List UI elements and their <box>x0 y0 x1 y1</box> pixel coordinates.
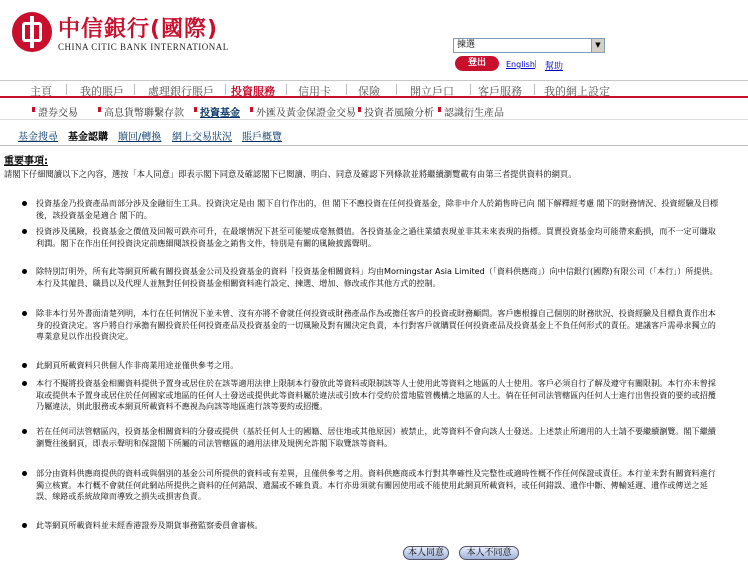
help-link[interactable]: 幫助 <box>545 62 564 72</box>
chevron-down-icon[interactable]: ▼ <box>591 39 604 52</box>
main-nav-my-settings[interactable]: 我的網上設定 <box>544 85 610 98</box>
main-nav-customer-service[interactable]: 客戶服務 <box>478 85 522 98</box>
main-nav <box>0 80 748 98</box>
main-nav-credit-card[interactable]: 信用卡 <box>298 85 331 98</box>
list-item: 部分由資料供應商提供的資料或與個別的基金公司所提供的資料或有差異，且僅供參考之用。資料供應商或本行對其準確性及完整性或適時性概不作任何保證或責任。本行並未對有關資料進行獨立核實。本行概不會就任何此網站所提供之資料的任何錯誤、遺漏或不確負責。本行亦毋須就有關因使用或不能使用此網頁所載資料，或任何錯誤、遺作中斷、傳輸延遲、遺作或傳送之延誤、線路或系統故障而導致之損失或損害負責。 <box>22 468 722 503</box>
list-item: 投資基金乃投資產品而部分涉及金融衍生工具。投資決定是由 閣下自行作出的，但 閣下不應投資在任何投資基金，除非中介人於銷售時已向 閣下解釋經考慮 閣下的財務情況、投資經驗及目標後，該投資基金是適合 閣下的。 <box>22 198 722 221</box>
list-item: 本行不擬將投資基金相關資料提供予置身或居住於在該等適用法律上限制本行發放此等資料或限制該等人士使用此等資料之地區的人士使用。客戶必須自行了解及遵守有關限制。本行亦未曾採取或提供本予置身或居住於任何國家或地區的任何人士發送或提供此等資料屬於違法或引致本行受約於當地監管機構之地區的人士。倘在任何司法管轄區內任何人士進行出售投資的要約或招攬乃屬違法，則此服務或本網頁所載資料不應視為向該等地區進行該等要約或招攬。 <box>22 378 722 413</box>
main-nav-bank-accounts[interactable]: 處理銀行賬戶 <box>148 85 214 98</box>
page-title: 重要事項: <box>4 156 48 167</box>
brand-name-cn: 中信銀行(國際) <box>58 17 219 42</box>
sub-nav-derivatives[interactable]: 認識衍生產品 <box>444 108 504 119</box>
sub-nav-risk-analysis[interactable]: 投資者風險分析 <box>364 108 434 119</box>
list-item: 投資涉及風險，投資基金之價值及回報可跌亦可升，在最壞情況下甚至可能變成毫無價值。各投資基金之過往業績表現並非其未來表現的指標。買賣投資基金均可能帶來虧損，而不一定可賺取利潤。閣下在作出任何投資決定前應細閱該投資基金之銷售文件，特別是有關的風險披露聲明。 <box>22 226 722 249</box>
logout-button[interactable]: 登出 <box>455 56 499 71</box>
main-nav-insurance[interactable]: 保險 <box>358 85 380 98</box>
list-item: 除特別訂明外，所有此等網頁所載有關投資基金公司及投資基金的資料「投資基金相關資料」均由Morningstar Asia Limited（「資料供應商」）向中信銀行(國際)有限公司（「本行」）所提供。本行及其僱員、職員以及代理人並無對任何投資基金相關資料進行設定、揀選、增加、修改或作其他方式的控制。 <box>22 266 722 289</box>
citic-logo-icon[interactable] <box>12 12 52 52</box>
sub-nav-investment-funds[interactable]: 投資基金 <box>200 108 240 119</box>
main-nav-home[interactable]: 主頁 <box>30 85 52 98</box>
disagree-button[interactable]: 本人不同意 <box>459 546 519 560</box>
main-nav-my-accounts[interactable]: 我的賬戶 <box>80 85 124 98</box>
list-item: 若在任何司法管轄區內，投資基金相關資料的分發或提供（基於任何人士的國籍、居住地或其他原因）被禁止，此等資料不會向該人士發送。上述禁止所適用的人士請不要繼續瀏覽。閣下繼續瀏覽往後網頁，即表示聲明和保證閣下所屬的司法管轄區的適用法律及規例允許閣下取覽該等資料。 <box>22 426 722 449</box>
list-item: 除非本行另外書面清楚列明，本行在任何情況下並未曾、沒有亦將不會就任何投資或財務產品作為或擔任客戶的投資或財務顧問。客戶應根據自己個別的財務狀況、投資經驗及目標負責作出本身的投資決定。客戶將自行承擔有關投資於任何投資產品及投資基金的一切風險及對有關決定負責，本行對客戶就購買任何投資產品及投資基金上不負任何形式的責任。建議客戶需尋求獨立的專業意見以作出投資決定。 <box>22 308 722 343</box>
quick-select-value: 揀選 <box>457 40 476 50</box>
intro-text: 請閣下仔細閱讀以下之內容，選按「本人同意」即表示閣下同意及確認閣下已閱讀、明白、同意及確認下列條款並將繼續瀏覽載有由第三者提供資料的網頁。 <box>4 169 577 179</box>
header <box>0 0 748 76</box>
list-item: 此網頁所載資料只供個人作非商業用途並僅供參考之用。 <box>22 360 722 372</box>
sub-nav-margin-trading[interactable]: 外匯及黃金保證金交易 <box>256 108 356 119</box>
quick-select-dropdown[interactable] <box>453 38 605 53</box>
fund-nav <box>0 128 748 142</box>
main-nav-investment-services[interactable]: 投資服務 <box>231 85 275 98</box>
fund-nav-subscribe[interactable]: 基金認購 <box>68 132 108 143</box>
agree-button[interactable]: 本人同意 <box>403 546 449 560</box>
fund-nav-search[interactable]: 基金搜尋 <box>18 132 58 143</box>
top-link-separator: | <box>534 59 537 68</box>
fund-nav-trade-status[interactable]: 網上交易狀況 <box>172 132 232 143</box>
english-link[interactable]: English <box>506 60 535 69</box>
sub-nav-deposits[interactable]: 高息貨幣聯繫存款 <box>104 108 184 119</box>
fund-nav-account-overview[interactable]: 賬戶概覽 <box>242 132 282 143</box>
main-nav-open-account[interactable]: 開立戶口 <box>410 85 454 98</box>
list-item: 此等網頁所載資料並未經香港證券及期貨事務監察委員會審核。 <box>22 520 722 532</box>
brand-name-en: CHINA CITIC BANK INTERNATIONAL <box>58 42 229 52</box>
fund-nav-redeem-switch[interactable]: 贖回/轉換 <box>118 132 162 143</box>
sub-nav <box>0 100 748 120</box>
sub-nav-securities[interactable]: 證券交易 <box>38 108 78 119</box>
divider <box>0 145 748 146</box>
